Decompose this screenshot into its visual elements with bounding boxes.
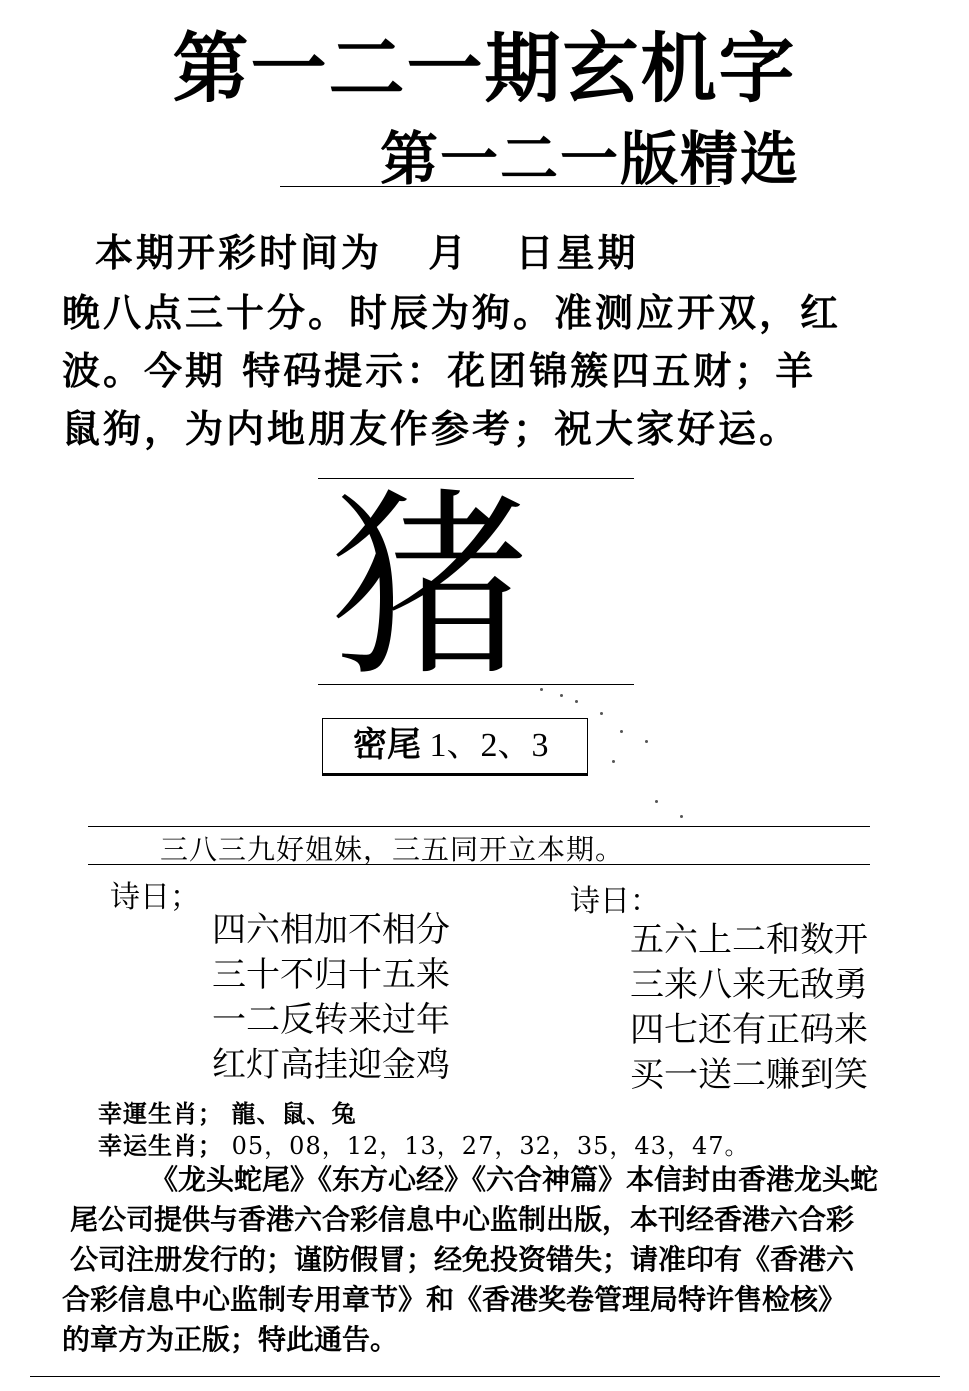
poem-right <box>630 918 868 1098</box>
lucky-numbers <box>98 1126 750 1161</box>
character-bottom-rule <box>318 684 634 685</box>
poem-right-line-3: 四七还有正码来 <box>630 1010 868 1050</box>
poem-right-line-1: 五六上二和数开 <box>630 920 868 960</box>
main-character: 猪 <box>330 471 531 704</box>
secret-tail-value: 1、2、3 <box>429 727 549 764</box>
verse-bottom-rule <box>88 864 870 865</box>
lucky-zodiac-label: 幸運生肖； <box>98 1099 223 1128</box>
poem-left <box>212 908 450 1088</box>
notice-line-5: 的章方为正版；特此通告。 <box>62 1323 399 1356</box>
intro-line-3: 波。今期 特码提示：花团锦簇四五财；羊 <box>62 348 817 393</box>
lucky-zodiac-value: 龍、鼠、兔 <box>231 1099 357 1128</box>
page-title: 第一二一期玄机字 <box>172 24 797 113</box>
lucky-numbers-label: 幸运生肖； <box>98 1131 223 1160</box>
intro-line-1: 本期开彩时间为 月 日星期 <box>95 230 639 275</box>
poem-left-line-2: 三十不归十五来 <box>212 955 450 995</box>
verse-line: 三八三九好姐妹，三五同开立本期。 <box>160 833 625 866</box>
notice-line-2: 尾公司提供与香港六合彩信息中心监制出版，本刊经香港六合彩 <box>70 1203 855 1236</box>
poem-right-title: 诗日： <box>570 884 660 919</box>
poem-left-line-3: 一二反转来过年 <box>212 1000 450 1040</box>
secret-tail-box <box>322 718 588 776</box>
notice-line-3: 公司注册发行的；谨防假冒；经免投资错失；请准印有《香港六 <box>70 1243 855 1276</box>
notice-line-4: 合彩信息中心监制专用章节》和《香港奖卷管理局特许售检核》 <box>62 1283 847 1316</box>
intro-line-2: 晚八点三十分。时辰为狗。准测应开双，红 <box>62 290 842 335</box>
lucky-numbers-value: 05，08，12，13，27，32，35，43，47。 <box>231 1132 750 1160</box>
page-bottom-rule <box>30 1376 940 1377</box>
poem-left-line-1: 四六相加不相分 <box>212 910 450 950</box>
secret-tail-label: 密尾 <box>353 727 421 764</box>
poem-right-line-2: 三来八来无敌勇 <box>630 965 868 1005</box>
poem-left-title: 诗日； <box>110 880 200 915</box>
verse-top-rule <box>88 826 870 827</box>
subtitle-underline <box>280 186 720 187</box>
lucky-zodiac <box>98 1094 357 1129</box>
poem-right-line-4: 买一送二赚到笑 <box>630 1055 868 1095</box>
page-subtitle: 第一二一版精选 <box>380 125 801 193</box>
poem-left-line-4: 红灯高挂迎金鸡 <box>212 1045 450 1085</box>
intro-line-4: 鼠狗，为内地朋友作参考；祝大家好运。 <box>62 406 801 451</box>
notice-line-1: 《龙头蛇尾》《东方心经》《六合神篇》本信封由香港龙头蛇 <box>150 1163 879 1196</box>
